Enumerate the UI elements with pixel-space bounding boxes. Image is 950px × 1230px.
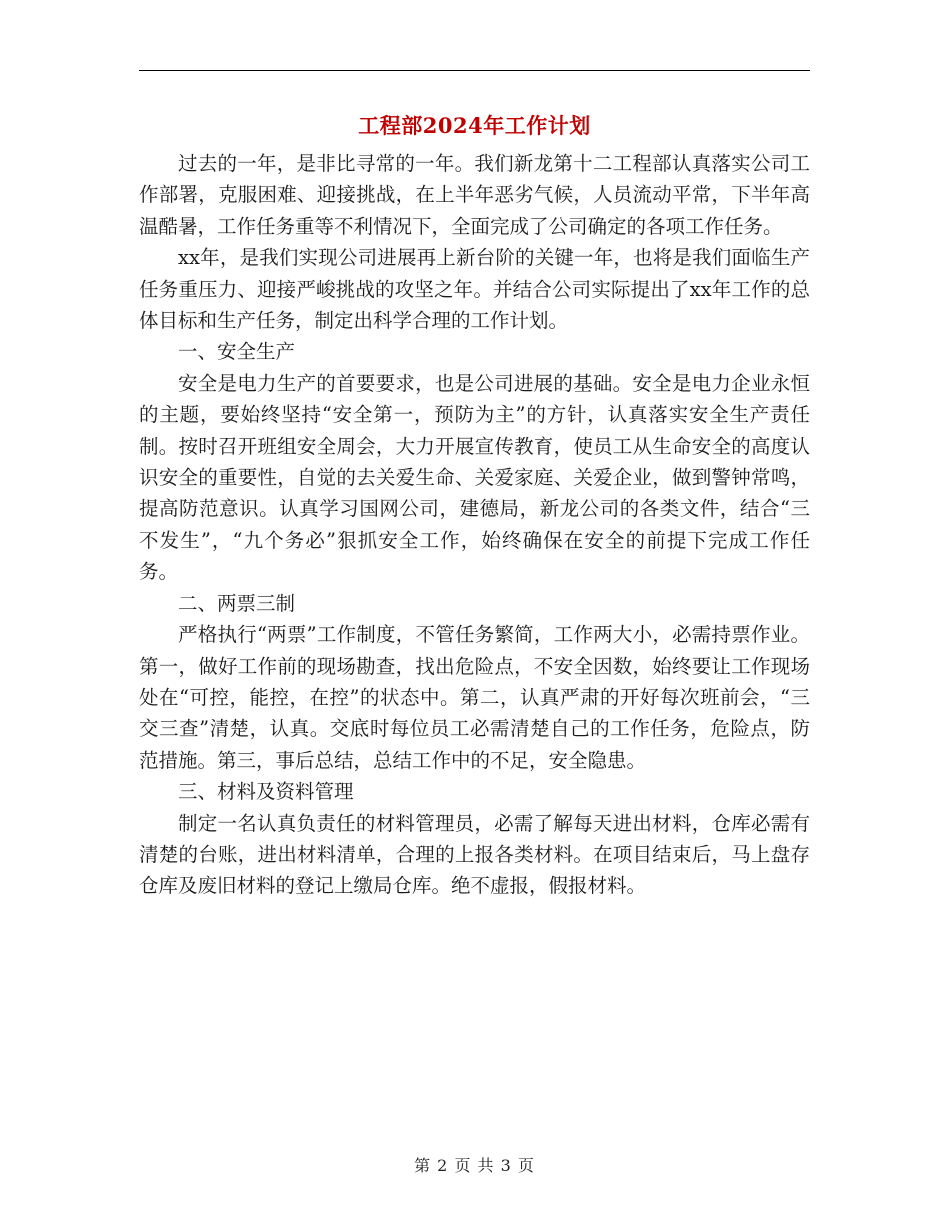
intro-paragraph-1: 过去的一年，是非比寻常的一年。我们新龙第十二工程部认真落实公司工作部署，克服困难、迎接挑战，在上半年恶劣气候，人员流动平常，下半年高温酷暑，工作任务重等不利情况下，全面完成了公司确定的各项工作任务。 [139, 152, 810, 238]
header-rule [139, 70, 810, 71]
section-text-safety: 安全是电力生产的首要要求，也是公司进展的基础。安全是电力企业永恒的主题，要始终坚持“安全第一，预防为主”的方针，认真落实安全生产责任制。按时召开班组安全周会，大力开展宣传教育，使员工从生命安全的高度认识安全的重要性，自觉的去关爱生命、关爱家庭、关爱企业，做到警钟常鸣，提高防范意识。认真学习国网公司，建德局，新龙公司的各类文件，结合“三不发生”，“九个务必”狠抓安全工作，始终确保在安全的前提下完成工作任务。 [139, 371, 810, 584]
section-heading-two-tickets: 二、两票三制 [178, 591, 296, 615]
section-heading-safety: 一、安全生产 [178, 340, 296, 364]
section-text-two-tickets: 严格执行“两票”工作制度，不管任务繁简，工作两大小，必需持票作业。第一，做好工作前的现场勘查，找出危险点，不安全因数，始终要让工作现场处在“可控，能控，在控”的状态中。第二，认真严肃的开好每次班前会，“三交三查”清楚，认真。交底时每位员工必需清楚自己的工作任务，危险点，防范措施。第三，事后总结，总结工作中的不足，安全隐患。 [139, 623, 810, 772]
section-heading-materials: 三、材料及资料管理 [178, 780, 354, 804]
intro-paragraph-2: xx年，是我们实现公司进展再上新台阶的关键一年，也将是我们面临生产任务重压力、迎接严峻挑战的攻坚之年。并结合公司实际提出了xx年工作的总体目标和生产任务，制定出科学合理的工作计划。 [139, 246, 810, 333]
page-footer: 第 2 页 共 3 页 [414, 1156, 535, 1175]
section-text-materials: 制定一名认真负责任的材料管理员，必需了解每天进出材料，仓库必需有清楚的台账，进出材料清单，合理的上报各类材料。在项目结束后，马上盘存仓库及废旧材料的登记上缴局仓库。绝不虚报，假报材料。 [139, 811, 810, 898]
document-body [139, 148, 810, 902]
document-title: 工程部2024年工作计划 [358, 113, 591, 138]
